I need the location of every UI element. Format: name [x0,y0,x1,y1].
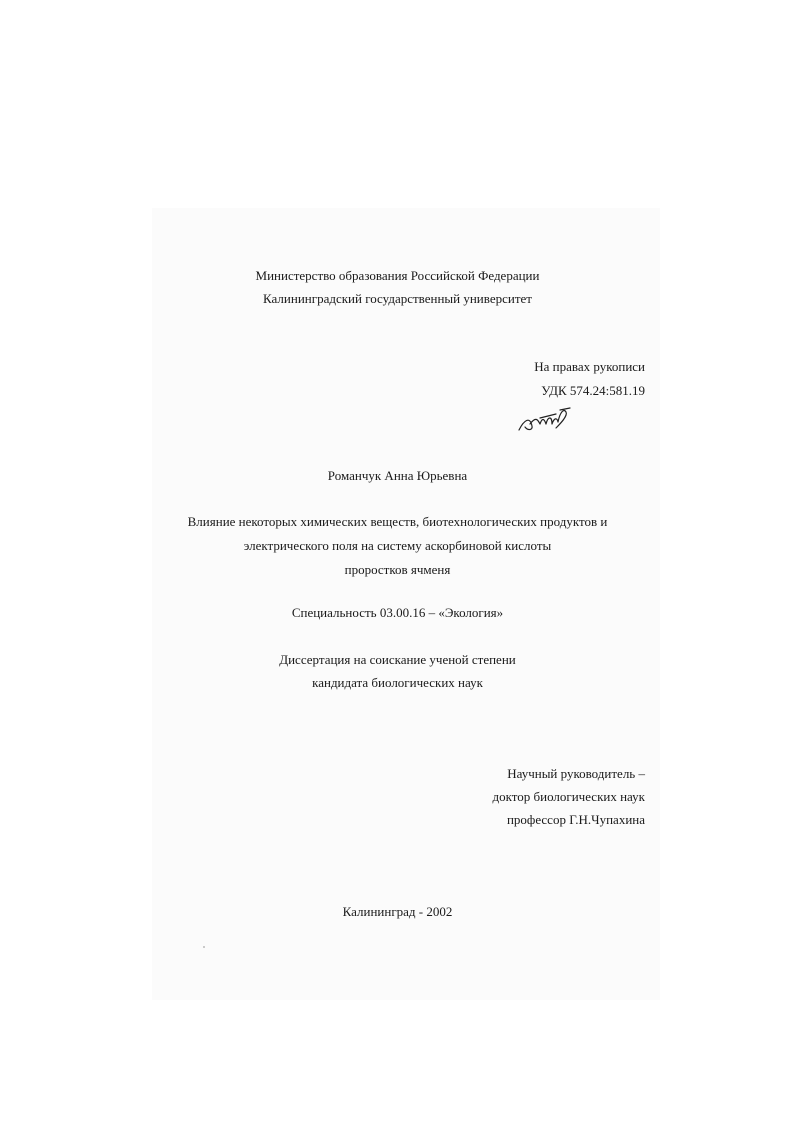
author-name: Романчук Анна Юрьевна [327,468,468,483]
udk-code: УДК 574.24:581.19 [541,383,645,398]
city-year: Калининград - 2002 [342,904,453,919]
handwritten-signature-icon [516,406,572,434]
university-heading: Калининградский государственный университет [263,291,532,306]
ministry-heading: Министерство образования Российской Федерации [255,268,540,283]
scanned-page-area [152,208,660,1000]
dissertation-title-line-1: Влияние некоторых химических веществ, биотехнологических продуктов и [187,514,608,529]
manuscript-rights: На правах рукописи [534,359,645,374]
degree-line-1: Диссертация на соискание ученой степени [279,652,516,667]
specialty-line: Специальность 03.00.16 – «Экология» [291,605,504,620]
supervisor-role: Научный руководитель – [507,766,645,781]
supervisor-name: профессор Г.Н.Чупахина [506,812,645,827]
scan-speck [203,946,205,948]
degree-line-2: кандидата биологических наук [312,675,483,690]
dissertation-title-line-2: электрического поля на систему аскорбиновой кислоты [243,538,552,553]
supervisor-degree: доктор биологических наук [492,789,645,804]
dissertation-title-line-3: проростков ячменя [344,562,451,577]
